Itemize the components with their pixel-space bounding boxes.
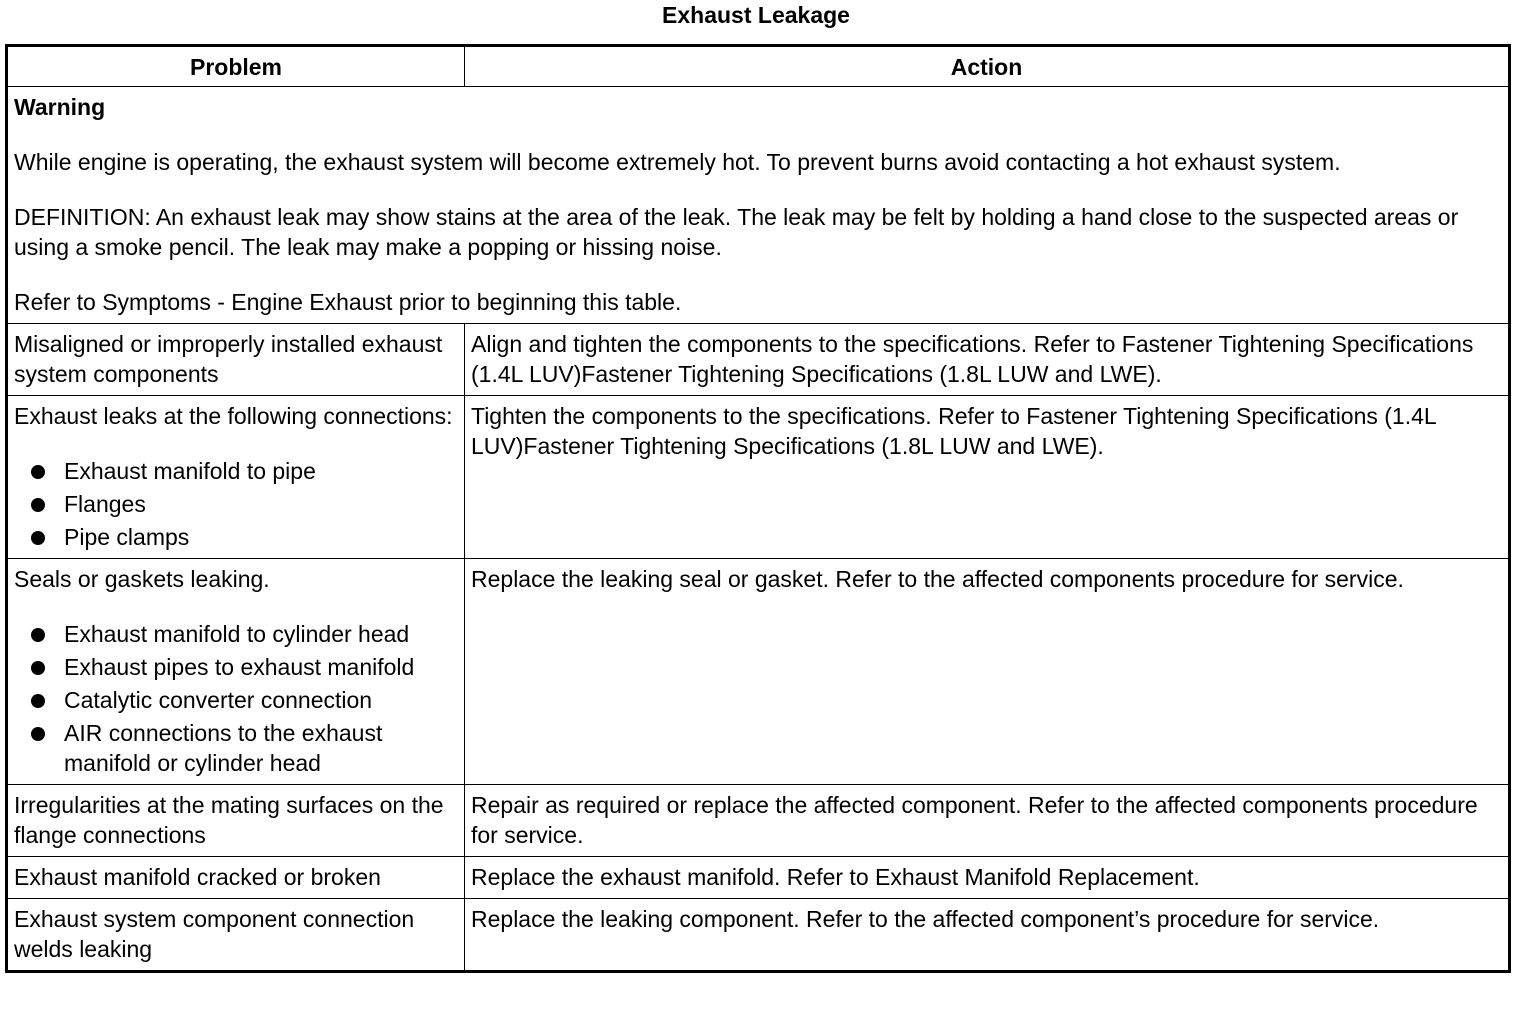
list-item-text: Exhaust pipes to exhaust manifold bbox=[64, 654, 415, 680]
list-item bbox=[14, 685, 458, 715]
problem-cell bbox=[7, 559, 465, 785]
table-row bbox=[7, 559, 1510, 785]
list-item-text: Exhaust manifold to cylinder head bbox=[64, 621, 410, 647]
table-row bbox=[7, 899, 1510, 972]
list-item-text: Exhaust manifold to pipe bbox=[64, 458, 316, 484]
list-item-text: Flanges bbox=[64, 491, 146, 517]
list-item bbox=[14, 522, 458, 552]
bullet-list bbox=[14, 619, 458, 778]
problem-cell: Exhaust manifold cracked or broken bbox=[7, 857, 465, 899]
problem-column-header: Problem bbox=[7, 46, 465, 87]
bullet-icon bbox=[31, 465, 45, 479]
table-row bbox=[7, 785, 1510, 857]
bullet-list bbox=[14, 456, 458, 552]
bullet-icon bbox=[31, 694, 45, 708]
bullet-icon bbox=[31, 498, 45, 512]
list-item bbox=[14, 619, 458, 649]
exhaust-leakage-table bbox=[5, 44, 1511, 973]
list-item bbox=[14, 652, 458, 682]
definition-text: DEFINITION: An exhaust leak may show stains at the area of the leak. The leak may be felt by holding a hand close to the suspected areas or using a smoke pencil. The leak may make a popping or hissing noise. bbox=[14, 204, 1459, 260]
action-cell: Replace the leaking component. Refer to the affected component’s procedure for service. bbox=[465, 899, 1510, 972]
list-item bbox=[14, 456, 458, 486]
intro-cell bbox=[7, 87, 1510, 324]
intro-row bbox=[7, 87, 1510, 324]
table-header-row bbox=[7, 46, 1510, 87]
bullet-icon bbox=[31, 661, 45, 675]
list-item-text: AIR connections to the exhaust manifold or cylinder head bbox=[64, 720, 383, 776]
action-cell: Replace the leaking seal or gasket. Refer to the affected components procedure for service. bbox=[465, 559, 1510, 785]
list-item bbox=[14, 718, 458, 778]
action-cell: Tighten the components to the specifications. Refer to Fastener Tightening Specifications (1.4L LUV)Fastener Tightening Specifications (1.8L LUW and LWE). bbox=[465, 396, 1510, 559]
problem-cell bbox=[7, 396, 465, 559]
list-item bbox=[14, 489, 458, 519]
problem-text: Seals or gaskets leaking. bbox=[14, 566, 270, 592]
table-row bbox=[7, 324, 1510, 396]
bullet-icon bbox=[31, 628, 45, 642]
list-item-text: Pipe clamps bbox=[64, 524, 190, 550]
action-cell: Align and tighten the components to the specifications. Refer to Fastener Tightening Specifications (1.4L LUV)Fastener Tightening Specifications (1.8L LUW and LWE). bbox=[465, 324, 1510, 396]
table-row bbox=[7, 857, 1510, 899]
warning-text: While engine is operating, the exhaust system will become extremely hot. To prevent burns avoid contacting a hot exhaust system. bbox=[14, 149, 1341, 175]
action-cell: Repair as required or replace the affected component. Refer to the affected components procedure for service. bbox=[465, 785, 1510, 857]
action-column-header: Action bbox=[465, 46, 1510, 87]
bullet-icon bbox=[31, 727, 45, 741]
table-row bbox=[7, 396, 1510, 559]
page-title: Exhaust Leakage bbox=[662, 2, 850, 28]
refer-text: Refer to Symptoms - Engine Exhaust prior to beginning this table. bbox=[14, 289, 682, 315]
problem-cell: Exhaust system component connection welds leaking bbox=[7, 899, 465, 972]
problem-text: Exhaust leaks at the following connections: bbox=[14, 403, 453, 429]
problem-cell: Irregularities at the mating surfaces on the flange connections bbox=[7, 785, 465, 857]
problem-cell: Misaligned or improperly installed exhaust system components bbox=[7, 324, 465, 396]
list-item-text: Catalytic converter connection bbox=[64, 687, 373, 713]
bullet-icon bbox=[31, 531, 45, 545]
action-cell: Replace the exhaust manifold. Refer to Exhaust Manifold Replacement. bbox=[465, 857, 1510, 899]
warning-label: Warning bbox=[14, 94, 106, 120]
